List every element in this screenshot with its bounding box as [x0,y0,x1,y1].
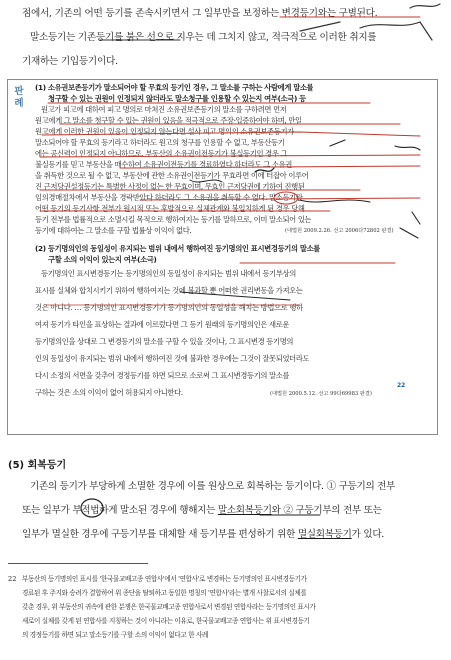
case-1-body-line: 원고에게 이러한 권원이 있음이 인정되지 않는다면 설사 피고 명의의 소유권보존등기가 [35,127,294,136]
case-2-body-line: 인의 동일성이 유지되는 범위 내에서 행하여진 것에 불과한 경우에는 그것이 잘못되었더라도 [35,354,310,363]
footnote-mark: 22 [8,575,17,583]
case-law-badge-text: 판례 [14,86,24,109]
case-1-body-line: 을 취득한 것으로 될 수 없고, 부동산에 관한 소유권이전등기가 무효라면 이에 터잡아 이루어 [35,171,309,180]
case-2-body-line: 여져 등기가 타인을 표상하는 결과에 이르렀다면 그 등기 원래의 등기명의인은 새로운 [35,320,290,329]
footnote-line: 새로이 실체를 갖게 된 연합사를 지칭하는 것이 아니라는 이유로, 한국물교배고종 연합사는 위 표시변경등기 [22,617,310,625]
case-1-body-line: 에는 공신력이 인정되지 아니하므로, 부동산의 소유권이전등기가 불실등기인 경우 그 [35,149,288,158]
footnote-divider [8,563,148,564]
case-2-body-line: 구하는 것은 소의 이익이 없어 허용되지 아니한다. [35,388,183,397]
case-1-heading-line-1: (1) 소유권보존등기가 말소되어야 할 무효의 등기인 경우, 그 말소를 구하는 사람에게 말소를 [35,83,314,92]
section-body-line-2-text: 또는 일부가 부적법하게 말소된 경우에 행해지는 말소회복등기와 ② 구등기부의 전부 또는 [22,505,382,516]
footnote-line: 갖춘 경우, 위 부동산의 귀속에 관한 분쟁은 한국물교배고종 연합사로서 변경된 연합사라는 등기명의인 표시가 [22,603,316,611]
case-1-body-line: 어떤 등기의 등기사항 전부가 원시적 또는 후발적으로 실체관계와 불일치하게 된 경우 당해 [35,204,305,213]
case-1-heading-line-2: 청구할 수 있는 권원이 인정되지 않더라도 말소청구를 인용할 수 있는지 여부(소극) 등 [48,94,306,103]
case-1-body-line: 등기 전부를 법률적으로 소멸시킬 목적으로 행하여지는 등기를 말하므로, 이미 말소되어 있는 [35,215,312,224]
footnote-line: 경료된 후 주지와 승려가 결합하여 위 종단을 탈퇴하고 동일한 명칭의 '연합사'라는 별개 사찰로서의 실체를 [22,589,307,597]
case-law-badge [13,86,25,110]
top-paragraph-line-1: 점에서, 기존의 어떤 등기를 존속시키면서 그 일부만을 보정하는 변경등기와는 구별된다. [22,8,378,19]
case-2-heading-line-2: 구할 소의 이익이 있는지 여부(소극) [48,255,157,264]
footnote-line: 부동산의 등기명의인 표시를 '한국물교배고종 연합사'에서 '연합사'로 변경하는 등기명의인 표시변경등기가 [22,575,307,583]
case-1-body-line: 임의경매절차에서 부동산을 경락받았다 하더라도 그 소유권을 취득할 수 없다. 말소등기란 [35,193,303,202]
top-paragraph-line-2: 말소등기는 기존등기를 붉은 선으로 지우는 데 그치지 않고, 적극적으로 이러한 취지를 [30,32,377,43]
case-2-body-line: 다시 소정의 서면을 갖추어 경정등기를 하면 되므로 소로써 그 표시변경등기의 말소를 [35,371,290,380]
defined-term: 말소회복등기 [217,505,272,516]
case-1-citation: (대법원 2009.2.26. 선고 2006다72802 판결) [285,228,394,234]
case-1-body-line: 등기에 대하여는 그 말소를 구할 법률상 이익이 없다. [35,226,192,235]
footnote-line: 의 경정등기를 하면 되고 말소등기를 구할 소의 이익이 없다고 한 사례 [22,631,209,639]
case-1-body-line: 원고에게 그 말소를 청구할 수 있는 권원이 있음을 적극적으로 주장·입증하여야 하며, 만일 [35,116,302,125]
top-paragraph-line-3: 기재하는 기입등기이다. [22,56,118,67]
case-1-body-line: 진 근저당권설정등기는 특별한 사정이 없는 한 무효이며, 무효인 근저당권에 기하여 진행된 [35,182,305,191]
case-2-heading-line-1: (2) 등기명의인의 동일성이 유지되는 범위 내에서 행하여진 등기명의인 표시변경등기의 말소를 [35,244,320,253]
case-2-body-line: 표시를 실체와 합치시키기 위하여 행하여지는 것에 불과할 뿐 어떠한 권리변동을 가져오는 [35,286,303,295]
section-body-line-1: 기존의 등기가 부당하게 소멸한 경우에 이를 원상으로 회복하는 등기이다. ① 구등기의 전부 [30,481,396,492]
footnote-reference: 22 [397,382,406,389]
case-1-body-line: 말소되어야 할 무효의 등기라고 하더라도 원고의 청구를 인용할 수 없고, 부동산등기 [35,138,285,147]
section-body-line-2 [22,502,382,516]
case-2-body-line: 것은 아니다. … 등기명의인 표시변경등기가 등기명의인의 동일성을 해치는 방법으로 행하 [35,303,303,312]
case-1-body-line: 원고가 피고에 대하여 피고 명의로 마쳐진 소유권보존등기의 말소를 구하려면 먼저 [41,105,287,114]
case-1-body-line: 불실등기를 믿고 부동산을 매수하여 소유권이전등기를 경료하였다 하더라도 그 소유권 [35,160,292,169]
section-body-line-3: 일부가 멸실한 경우에 구등기부를 대체할 새 등기부를 편성하기 위한 멸실회복등기가 있다. [22,529,385,540]
defined-term: 멸실회복등기 [297,529,352,540]
case-2-citation: (대법원 2000.5.12. 선고 99다69983 판결) [270,391,372,397]
case-2-body-line: 등기명의인 표시변경등기는 등기명의인의 동일성이 유지되는 범위 내에서 등기부상의 [41,269,296,278]
case-2-body-line: 등기명의인을 상대로 그 변경등기의 말소를 구할 수 있을 것이나, 그 표시변경 등기명의 [35,337,294,346]
section-heading: (5) 회복등기 [8,460,67,471]
